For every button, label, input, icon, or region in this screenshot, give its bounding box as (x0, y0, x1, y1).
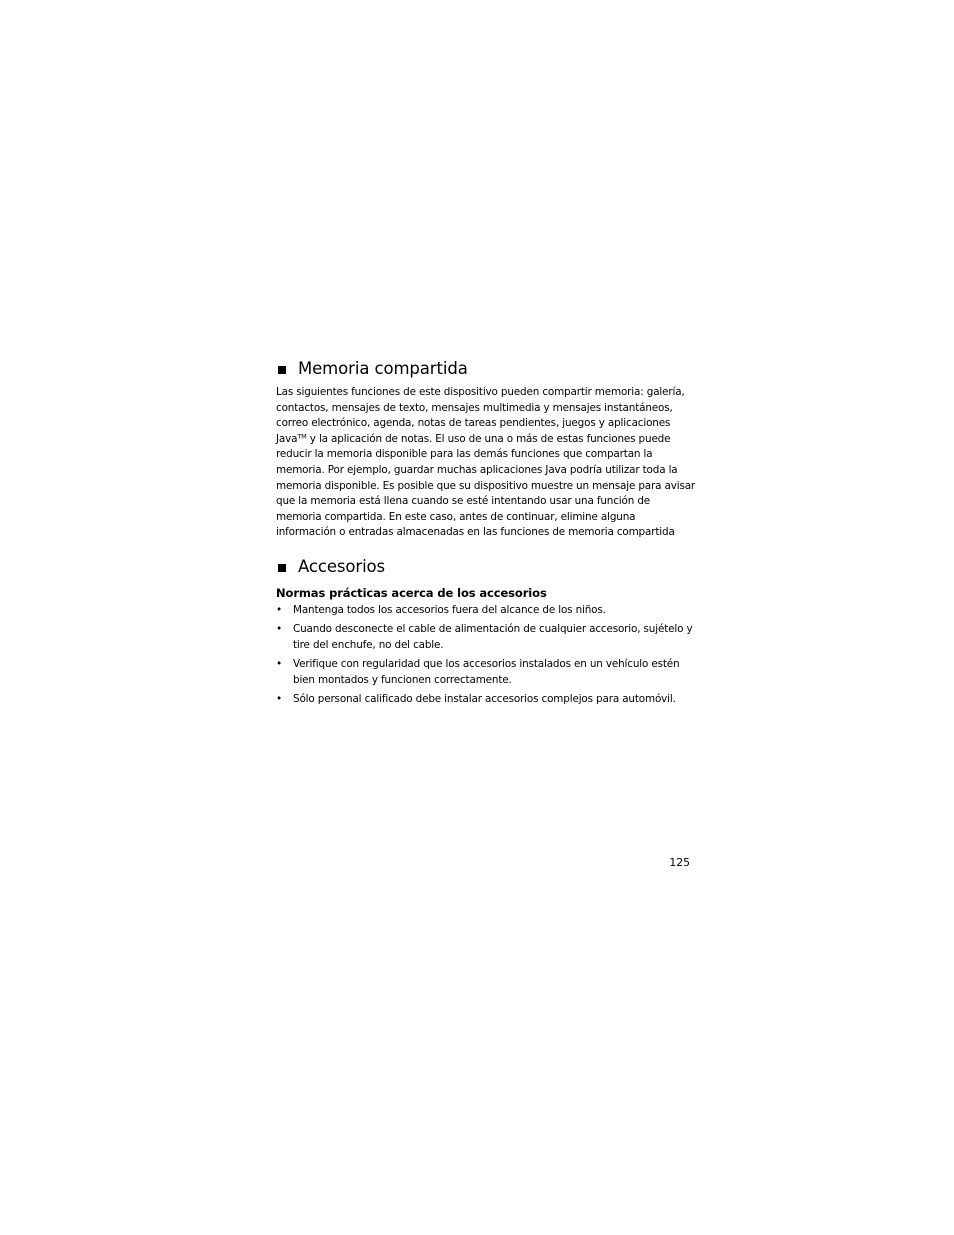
list-item-text: Sólo personal calificado debe instalar accesorios complejos para automóvil. (293, 692, 676, 705)
subheading-normas-practicas: Normas prácticas acerca de los accesorios (276, 585, 547, 600)
page-content (276, 356, 696, 710)
list-item-text: Verifique con regularidad que los accesorios instalados en un vehículo estén bien montados y funcionen correctamente. (293, 657, 680, 686)
list-item (276, 691, 696, 707)
section-heading-text: Memoria compartida (298, 359, 468, 378)
section-heading-text: Accesorios (298, 556, 386, 576)
list-item-text: Cuando desconecte el cable de alimentación de cualquier accesorio, sujételo y tire del enchufe, no del cable. (293, 622, 693, 651)
square-bullet-icon (278, 564, 286, 572)
bullet-dot-icon: • (276, 692, 282, 705)
square-bullet-icon (278, 366, 286, 374)
memoria-paragraph (276, 385, 696, 541)
trademark-mark: TM (297, 432, 307, 441)
list-item (276, 602, 696, 618)
list-item (276, 656, 696, 688)
paragraph-text-part2: y la aplicación de notas. El uso de una o más de estas funciones puede reducir la memoria disponible para las demás funciones que compartan la memoria. Por ejemplo, guardar muchas aplicaciones Java podría utilizar toda la memoria disponible. Es posible que su dispositivo muestre un mensaje para avisar que la memoria está llena cuando se esté intentando usar una función de memoria compartida. En este caso, antes de continuar, elimine alguna información o entradas almacenadas en las funciones de memoria compartida (276, 432, 696, 539)
list-item (276, 621, 696, 653)
paragraph-text-part1: Las siguientes funciones de este dispositivo pueden compartir memoria: galería, contactos, mensajes de texto, mensajes multimedia y mensajes instantáneos, correo electrónico, agenda, notas de tareas pendientes, juegos y aplicaciones Java (276, 386, 685, 445)
accessories-bullet-list (276, 602, 696, 707)
page-number: 125 (669, 856, 690, 869)
bullet-dot-icon: • (276, 622, 282, 635)
list-item-text: Mantenga todos los accesorios fuera del alcance de los niños. (293, 603, 606, 616)
bullet-dot-icon: • (276, 603, 282, 616)
section-heading-accesorios (276, 554, 696, 580)
section-heading-memoria-compartida (276, 356, 696, 382)
bullet-dot-icon: • (276, 657, 282, 670)
